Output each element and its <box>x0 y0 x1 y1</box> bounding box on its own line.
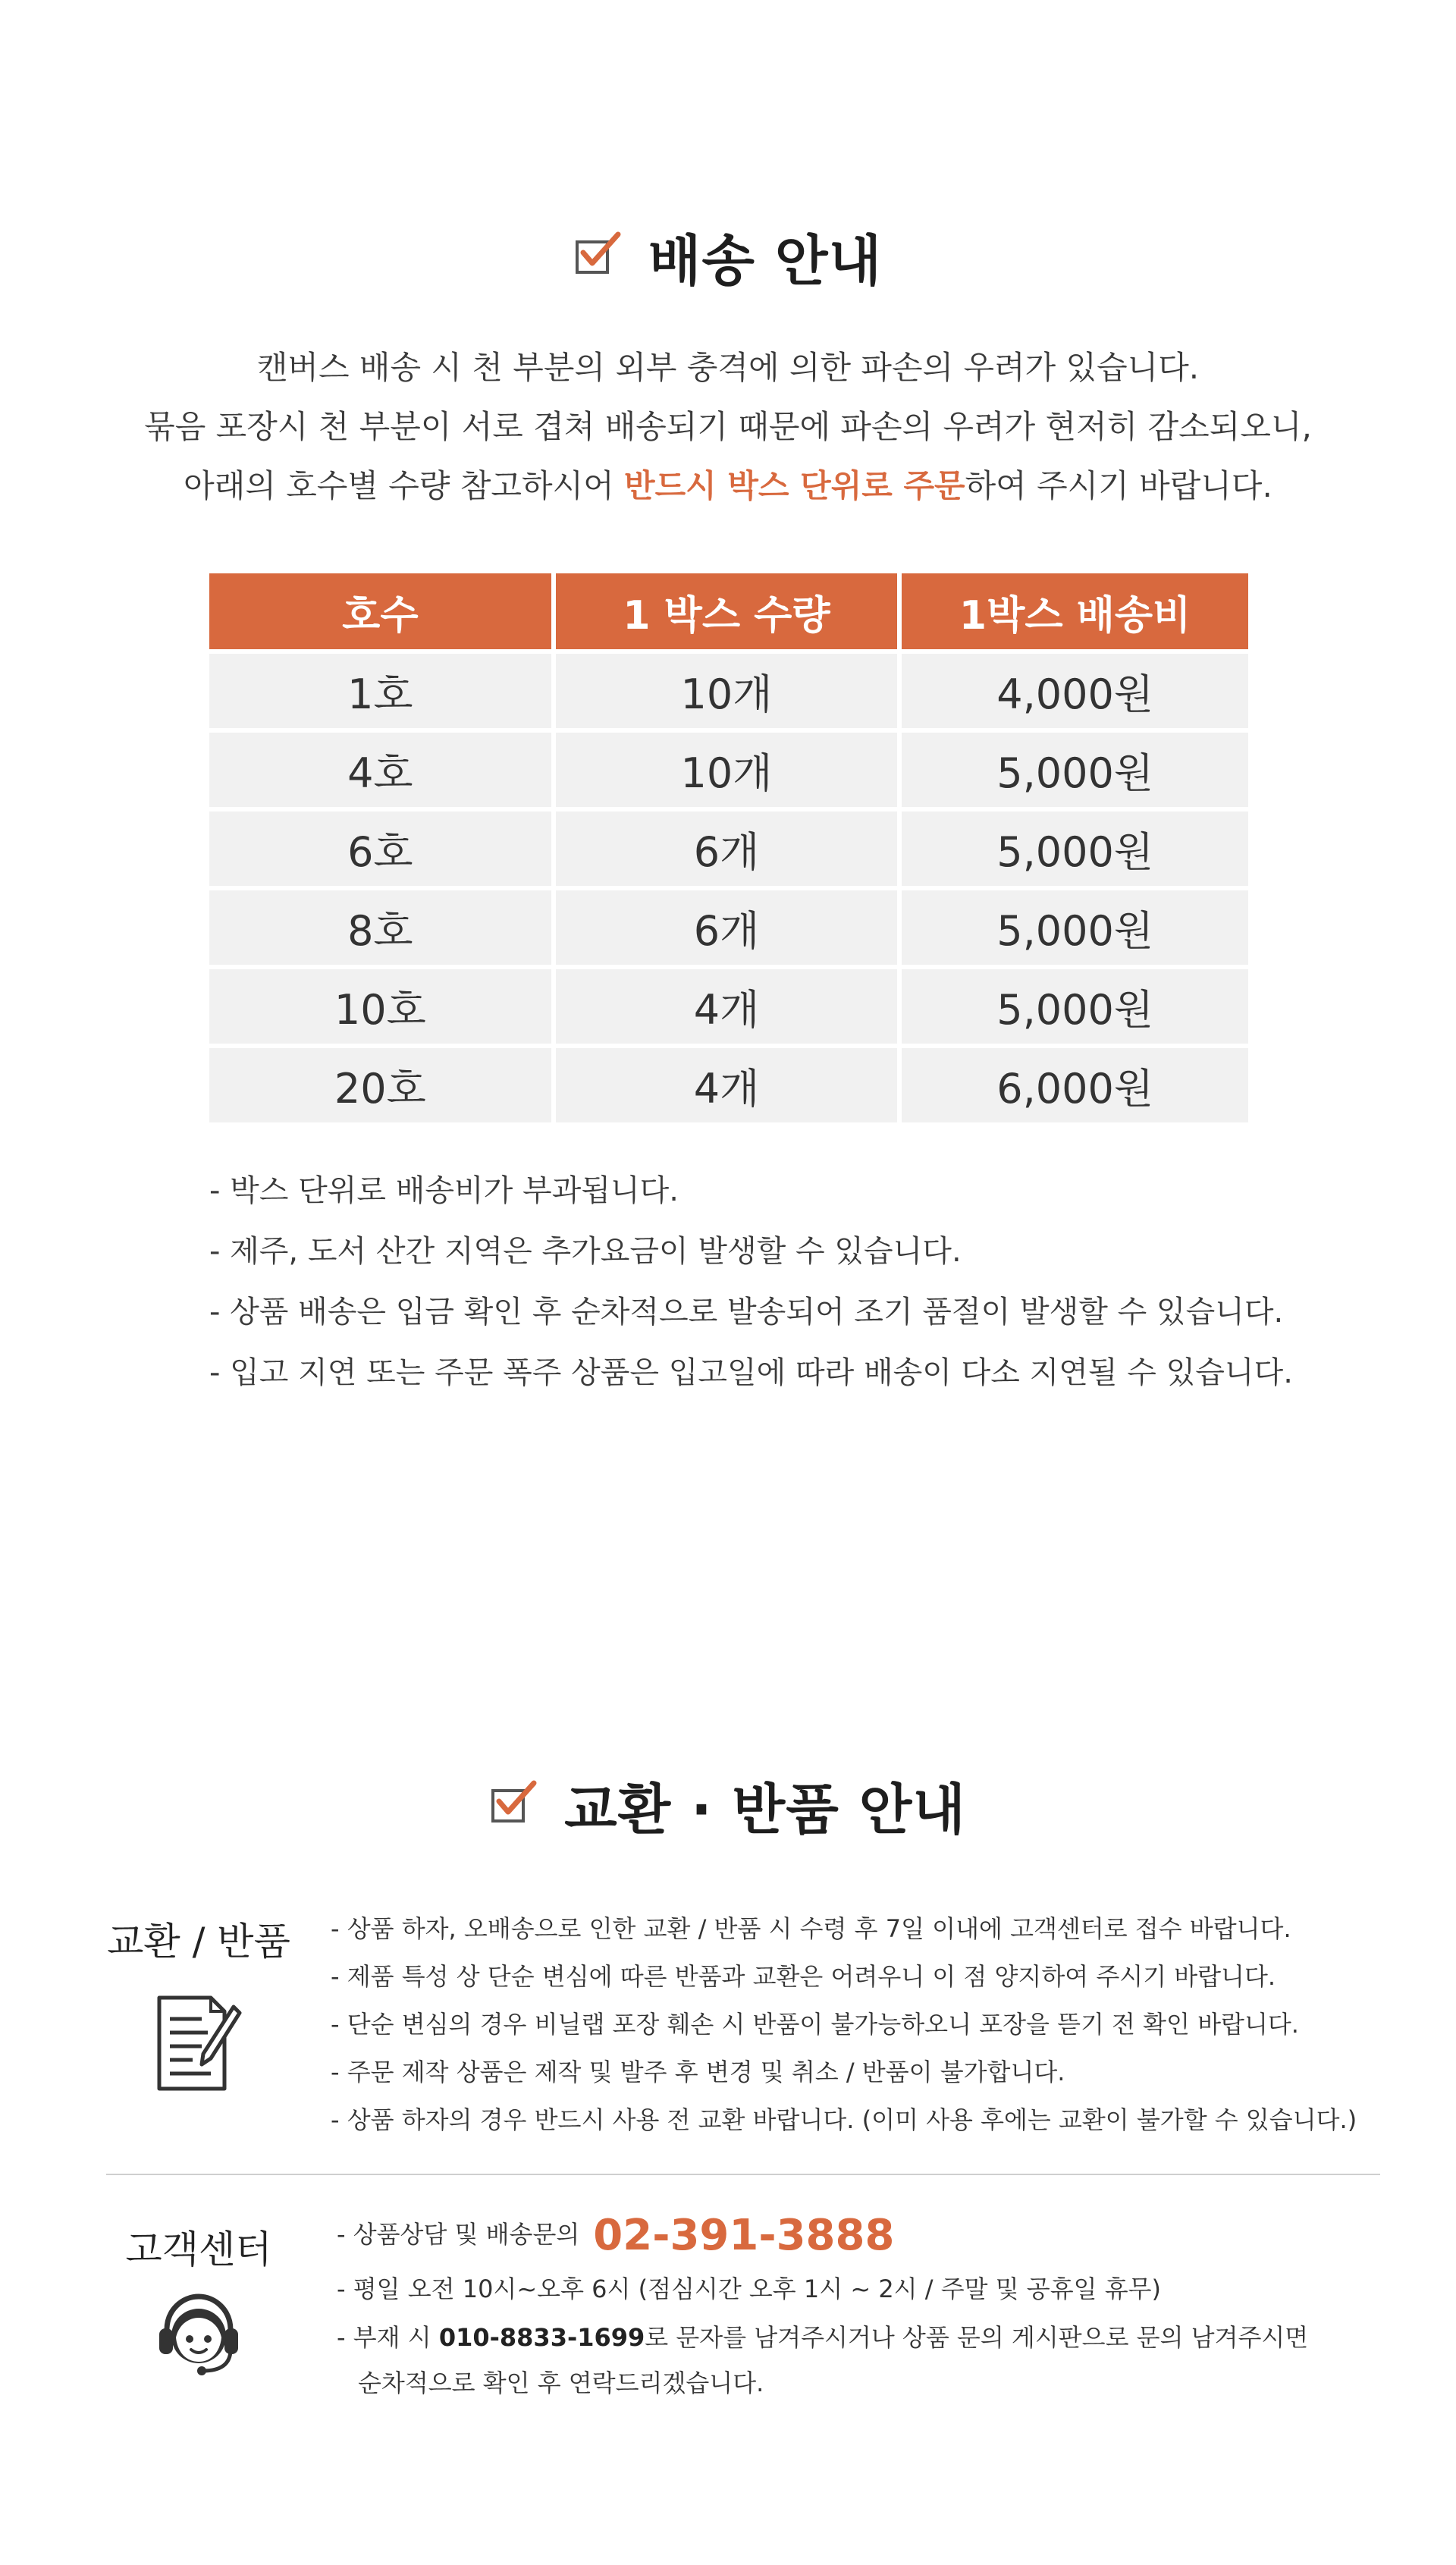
intro-line-3-pre: 아래의 호수별 수량 참고하시어 <box>184 467 625 504</box>
shipping-notes <box>209 1160 1293 1403</box>
shipping-title <box>0 217 1456 296</box>
document-pen-icon <box>155 1993 243 2096</box>
list-item: - 제주, 도서 산간 지역은 추가요금이 발생할 수 있습니다. <box>209 1234 962 1269</box>
table-cell: 6개 <box>556 886 902 965</box>
intro-line-1: 캔버스 배송 시 천 부분의 외부 충격에 의한 파손의 우려가 있습니다. <box>256 349 1200 386</box>
table-cell: 4호 <box>209 728 556 807</box>
shipping-fee-table <box>209 573 1248 1122</box>
table-cell: 10호 <box>209 965 556 1044</box>
list-item: - 상품 배송은 입금 확인 후 순차적으로 발송되어 조기 품절이 발생할 수 있습니다. <box>209 1295 1284 1330</box>
table-cell: 4개 <box>556 965 902 1044</box>
table-header: 1 박스 수량 <box>556 573 902 649</box>
table-cell: 6,000원 <box>902 1044 1248 1122</box>
checkbox-check-icon <box>490 1773 538 1837</box>
returns-title-text: 교환 · 반품 안내 <box>564 1778 966 1841</box>
table-cell: 1호 <box>209 649 556 728</box>
list-item: - 주문 제작 상품은 제작 및 발주 후 변경 및 취소 / 반품이 불가합니다. <box>331 2058 1065 2086</box>
table-row <box>209 807 1248 886</box>
table-row <box>209 965 1248 1044</box>
table-cell: 6호 <box>209 807 556 886</box>
section-divider <box>106 2174 1380 2175</box>
table-cell: 20호 <box>209 1044 556 1122</box>
table-row <box>209 1044 1248 1122</box>
intro-line-2: 묶음 포장시 천 부분이 서로 겹쳐 배송되기 때문에 파손의 우려가 현저히 감소되오니, <box>144 408 1312 445</box>
customer-center-label: 고객센터 <box>125 2228 272 2271</box>
checkbox-check-icon <box>574 224 623 288</box>
intro-line-3 <box>0 457 1456 516</box>
table-row <box>209 728 1248 807</box>
table-header: 1박스 배송비 <box>902 573 1248 649</box>
table-cell: 4,000원 <box>902 649 1248 728</box>
table-cell: 8호 <box>209 886 556 965</box>
list-item: 순차적으로 확인 후 연락드리겠습니다. <box>358 2369 764 2397</box>
absence-number: 010-8833-1699 <box>438 2323 645 2352</box>
table-cell: 10개 <box>556 649 902 728</box>
intro-line-3-post: 하여 주시기 바랍니다. <box>965 467 1272 504</box>
list-item: - 단순 변심의 경우 비닐랩 포장 훼손 시 반품이 불가능하오니 포장을 뜯기 전 확인 바랍니다. <box>331 2010 1299 2039</box>
list-item: - 상품 하자, 오배송으로 인한 교환 / 반품 시 수령 후 7일 이내에 고객센터로 접수 바랍니다. <box>331 1914 1291 1943</box>
list-item <box>337 2313 1308 2362</box>
table-cell: 5,000원 <box>902 807 1248 886</box>
customer-center-info <box>337 2204 1308 2404</box>
absence-pre: - 부재 시 <box>337 2323 439 2352</box>
table-cell: 10개 <box>556 728 902 807</box>
table-row <box>209 886 1248 965</box>
table-header: 호수 <box>209 573 556 649</box>
inquiry-label: - 상품상담 및 배송문의 <box>337 2220 580 2249</box>
returns-items <box>331 1905 1357 2144</box>
list-item <box>337 2204 1308 2265</box>
list-item: - 상품 하자의 경우 반드시 사용 전 교환 바랍니다. (이미 사용 후에는 교환이 불가할 수 있습니다.) <box>331 2105 1357 2134</box>
table-cell: 5,000원 <box>902 886 1248 965</box>
absence-post: 로 문자를 남겨주시거나 상품 문의 게시판으로 문의 남겨주시면 <box>645 2323 1309 2352</box>
list-item: - 제품 특성 상 단순 변심에 따른 반품과 교환은 어려우니 이 점 양지하여 주시기 바랍니다. <box>331 1962 1276 1991</box>
table-cell: 6개 <box>556 807 902 886</box>
returns-title <box>0 1766 1456 1844</box>
list-item: - 평일 오전 10시~오후 6시 (점심시간 오후 1시 ~ 2시 / 주말 및 공휴일 휴무) <box>337 2275 1162 2303</box>
table-row <box>209 649 1248 728</box>
table-cell: 5,000원 <box>902 965 1248 1044</box>
intro-highlight: 반드시 박스 단위로 주문 <box>624 467 965 504</box>
headset-agent-icon <box>156 2292 241 2380</box>
phone-number-link[interactable]: 02-391-3888 <box>593 2211 895 2260</box>
table-cell: 5,000원 <box>902 728 1248 807</box>
table-header-row <box>209 573 1248 649</box>
shipping-title-text: 배송 안내 <box>648 229 883 293</box>
list-item: - 박스 단위로 배송비가 부과됩니다. <box>209 1173 679 1208</box>
table-cell: 4개 <box>556 1044 902 1122</box>
returns-label: 교환 / 반품 <box>107 1920 290 1964</box>
list-item: - 입고 지연 또는 주문 폭주 상품은 입고일에 따라 배송이 다소 지연될 수 있습니다. <box>209 1355 1293 1390</box>
shipping-intro <box>0 338 1456 516</box>
